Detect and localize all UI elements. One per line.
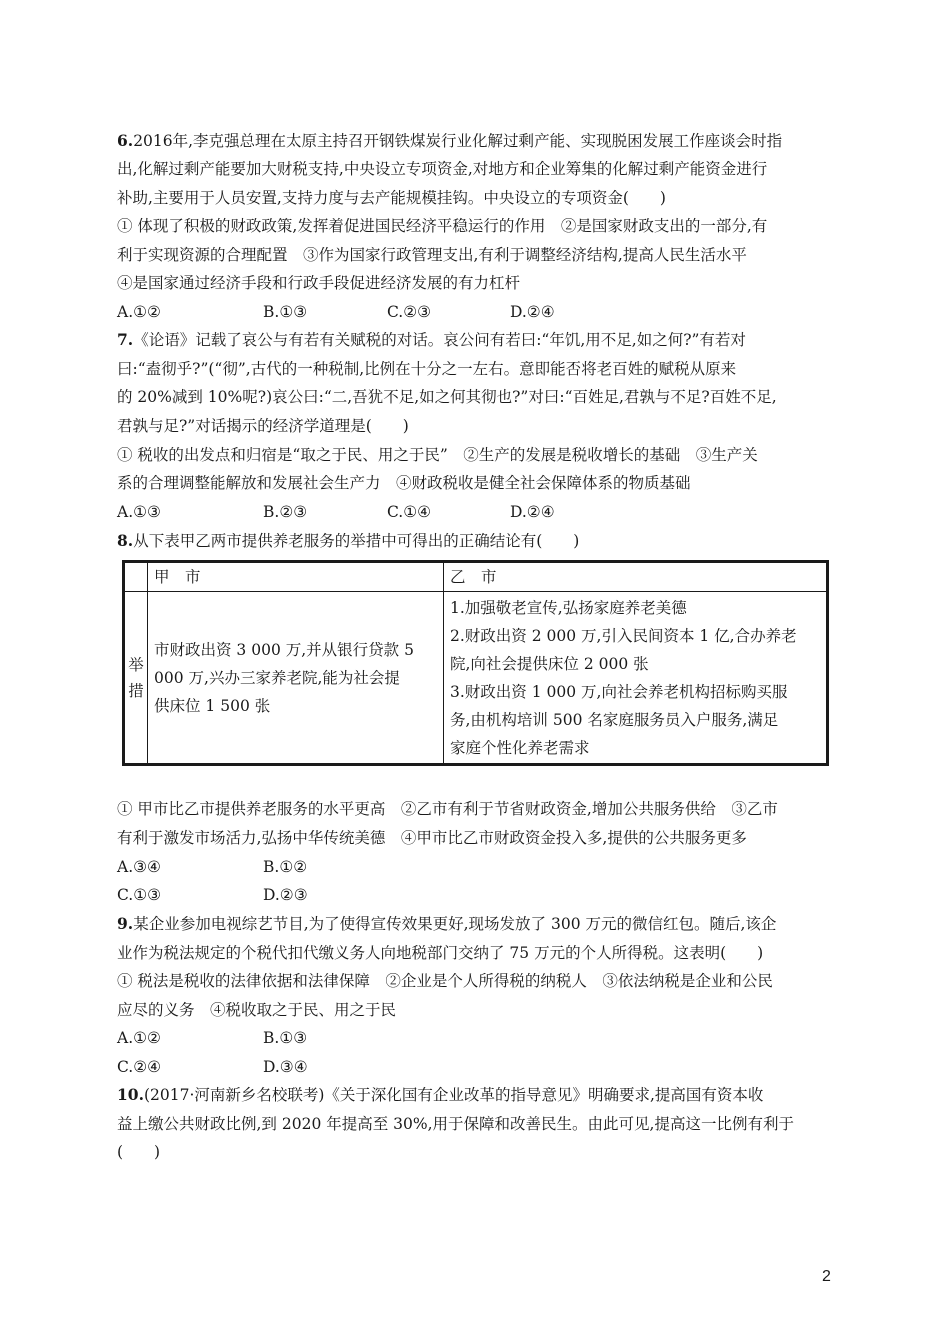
q9-option-c: C.②④ <box>117 1058 162 1076</box>
q6-option-c: C.②③ <box>387 303 432 321</box>
q8-option-b: B.①② <box>263 858 308 876</box>
q7-statement-line-2: 系的合理调整能解放和发展社会生产力 ④财政税收是健全社会保障体系的物质基础 <box>117 474 691 492</box>
q9-statement-line-1: ① 税法是税收的法律依据和法律保障 ②企业是个人所得税的纳税人 ③依法纳税是企业和公民 <box>117 972 773 990</box>
page-number: 2 <box>822 1268 831 1285</box>
q9-option-d: D.③④ <box>263 1058 308 1076</box>
q10-number: 10. <box>117 1085 144 1104</box>
q8-option-a: A.③④ <box>117 858 161 876</box>
q7-stem-line-3: 的 20%减到 10%呢?)哀公曰:“二,吾犹不足,如之何其彻也?”对曰:“百姓足,君孰与不足?百姓不足, <box>117 388 777 406</box>
table-corner-cell <box>124 562 148 592</box>
q6-statement-line-2: 利于实现资源的合理配置 ③作为国家行政管理支出,有利于调整经济结构,提高人民生活水平 <box>117 246 747 264</box>
table-cell-city-a: 市财政出资 3 000 万,并从银行贷款 5 000 万,兴办三家养老院,能为社会提 供床位 1 500 张 <box>148 592 444 765</box>
q8-stem: 8.从下表甲乙两市提供养老服务的举措中可得出的正确结论有( ) <box>117 531 580 550</box>
table-cell-city-b: 1.加强敬老宣传,弘扬家庭养老美德 2.财政出资 2 000 万,引入民间资本 1 亿,合办养老 院,向社会提供床位 2 000 张 3.财政出资 1 000 万,向社会养老机构招标购买服 务,由机构培训 500 名家庭服务员入户服务,满足 家庭个性化养老需求 <box>444 592 828 765</box>
q6-statement-line-3: ④是国家通过经济手段和行政手段促进经济发展的有力杠杆 <box>117 274 521 292</box>
q8-comparison-table <box>122 560 829 766</box>
table-row-measures <box>124 592 828 765</box>
q7-stem-line-2: 曰:“盍彻乎?”(“彻”,古代的一种税制,比例在十分之一左右。意即能否将老百姓的赋税从原来 <box>117 360 737 378</box>
q7-stem-line-4: 君孰与足?”对话揭示的经济学道理是( ) <box>117 417 409 435</box>
q7-option-c: C.①④ <box>387 503 432 521</box>
q6-stem-line-3: 补助,主要用于人员安置,支持力度与去产能规模挂钩。中央设立的专项资金( ) <box>117 189 666 207</box>
q7-option-b: B.②③ <box>263 503 308 521</box>
q10-stem-line-3: ( ) <box>117 1143 161 1161</box>
q9-option-b: B.①③ <box>263 1029 308 1047</box>
q6-option-d: D.②④ <box>510 303 555 321</box>
table-header-city-b: 乙 市 <box>444 562 828 592</box>
table-header-row <box>124 562 828 592</box>
table-header-city-a: 甲 市 <box>148 562 444 592</box>
q7-option-a: A.①③ <box>117 503 161 521</box>
q6-option-a: A.①② <box>117 303 161 321</box>
q8-statement-line-1: ① 甲市比乙市提供养老服务的水平更高 ②乙市有利于节省财政资金,增加公共服务供给 ③乙市 <box>117 800 778 818</box>
table-row-label: 举 措 <box>124 592 148 765</box>
q6-stem-line-1: 6.2016年,李克强总理在太原主持召开钢铁煤炭行业化解过剩产能、实现脱困发展工作座谈会时指 <box>117 131 783 150</box>
q8-option-c: C.①③ <box>117 886 162 904</box>
q9-option-a: A.①② <box>117 1029 161 1047</box>
q8-number: 8. <box>117 531 134 550</box>
q9-stem-line-2: 业作为税法规定的个税代扣代缴义务人向地税部门交纳了 75 万元的个人所得税。这表明( ) <box>117 944 764 962</box>
q9-number: 9. <box>117 914 134 933</box>
q9-stem-line-1: 9.某企业参加电视综艺节目,为了使得宣传效果更好,现场发放了 300 万元的微信红包。随后,该企 <box>117 914 777 933</box>
q6-statement-line-1: ① 体现了积极的财政政策,发挥着促进国民经济平稳运行的作用 ②是国家财政支出的一部分,有 <box>117 217 768 235</box>
q10-stem-line-1: 10.(2017·河南新乡名校联考)《关于深化国有企业改革的指导意见》明确要求,提高国有资本收 <box>117 1085 764 1104</box>
q8-statement-line-2: 有利于激发市场活力,弘扬中华传统美德 ④甲市比乙市财政资金投入多,提供的公共服务更多 <box>117 829 747 847</box>
q7-option-d: D.②④ <box>510 503 555 521</box>
q6-number: 6. <box>117 131 134 150</box>
q7-statement-line-1: ① 税收的出发点和归宿是“取之于民、用之于民” ②生产的发展是税收增长的基础 ③生产关 <box>117 446 758 464</box>
q6-option-b: B.①③ <box>263 303 308 321</box>
q7-stem-line-1: 7.《论语》记载了哀公与有若有关赋税的对话。哀公问有若曰:“年饥,用不足,如之何?”有若对 <box>117 330 746 349</box>
q10-stem-line-2: 益上缴公共财政比例,到 2020 年提高至 30%,用于保障和改善民生。由此可见,提高这一比例有利于 <box>117 1115 794 1133</box>
q7-number: 7. <box>117 330 134 349</box>
q9-statement-line-2: 应尽的义务 ④税收取之于民、用之于民 <box>117 1001 397 1019</box>
q6-stem-line-2: 出,化解过剩产能要加大财税支持,中央设立专项资金,对地方和企业筹集的化解过剩产能资金进行 <box>117 160 768 178</box>
q8-option-d: D.②③ <box>263 886 308 904</box>
